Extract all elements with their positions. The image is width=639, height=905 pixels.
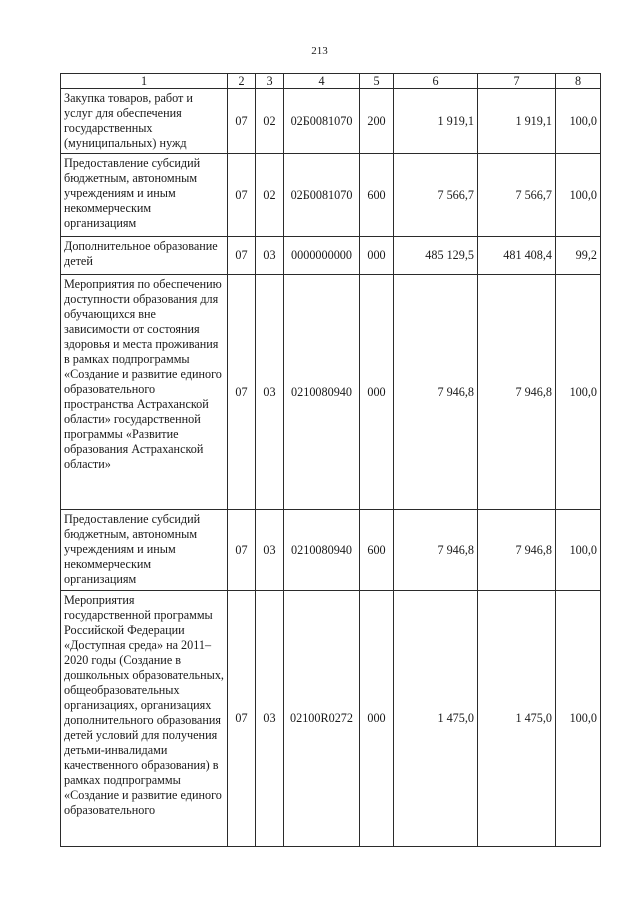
row-subsection: 02 [256,154,284,237]
page-number: 213 [311,45,328,57]
table-row [61,154,601,237]
row-expense-type: 000 [360,591,394,847]
column-header: 3 [256,74,284,89]
budget-table [60,73,601,847]
row-subsection: 03 [256,510,284,591]
row-plan-value: 1 919,1 [394,89,478,154]
row-section: 07 [228,89,256,154]
row-plan-value: 7 946,8 [394,510,478,591]
row-plan-value: 1 475,0 [394,591,478,847]
column-header: 8 [556,74,601,89]
row-target-article: 0210080940 [284,510,360,591]
row-section: 07 [228,275,256,510]
row-fact-value: 481 408,4 [478,237,556,275]
row-percent: 99,2 [556,237,601,275]
row-section: 07 [228,510,256,591]
column-header: 7 [478,74,556,89]
row-expense-type: 600 [360,510,394,591]
row-plan-value: 485 129,5 [394,237,478,275]
row-percent: 100,0 [556,510,601,591]
row-fact-value: 7 946,8 [478,275,556,510]
row-name: Предоставление субсидий бюджетным, автономным учреждениям и иным некоммерческим организациям [61,510,228,591]
row-name: Мероприятия государственной программы Российской Федерации «Доступная среда» на 2011–2020 годы (Создание в дошкольных образовательных, общеобразовательных организациях, организациях дополнительного образования детей условий для получения детьми-инвалидами качественного образования) в рамках подпрограммы «Создание и развитие единого образовательного [61,591,228,847]
table-row [61,89,601,154]
row-target-article: 0210080940 [284,275,360,510]
row-section: 07 [228,591,256,847]
row-name: Дополнительное образование детей [61,237,228,275]
row-fact-value: 7 946,8 [478,510,556,591]
row-percent: 100,0 [556,154,601,237]
column-header: 6 [394,74,478,89]
row-name: Предоставление субсидий бюджетным, автономным учреждениям и иным некоммерческим организациям [61,154,228,237]
table-row [61,510,601,591]
row-fact-value: 7 566,7 [478,154,556,237]
row-percent: 100,0 [556,591,601,847]
row-percent: 100,0 [556,89,601,154]
row-target-article: 0000000000 [284,237,360,275]
row-expense-type: 600 [360,154,394,237]
table-header-row [61,74,601,89]
row-target-article: 02Б0081070 [284,154,360,237]
table-row [61,275,601,510]
row-subsection: 02 [256,89,284,154]
row-subsection: 03 [256,237,284,275]
row-plan-value: 7 946,8 [394,275,478,510]
row-target-article: 02Б0081070 [284,89,360,154]
column-header: 2 [228,74,256,89]
table-row [61,591,601,847]
table-row [61,237,601,275]
row-expense-type: 000 [360,275,394,510]
row-name: Закупка товаров, работ и услуг для обеспечения государственных (муниципальных) нужд [61,89,228,154]
row-expense-type: 200 [360,89,394,154]
row-target-article: 02100R0272 [284,591,360,847]
column-header: 1 [61,74,228,89]
row-plan-value: 7 566,7 [394,154,478,237]
row-percent: 100,0 [556,275,601,510]
row-expense-type: 000 [360,237,394,275]
row-fact-value: 1 919,1 [478,89,556,154]
row-fact-value: 1 475,0 [478,591,556,847]
row-subsection: 03 [256,591,284,847]
row-section: 07 [228,154,256,237]
row-section: 07 [228,237,256,275]
row-subsection: 03 [256,275,284,510]
row-name: Мероприятия по обеспечению доступности образования для обучающихся вне зависимости от состояния здоровья и места проживания в рамках подпрограммы «Создание и развитие единого образовательного пространства Астраханской области» государственной программы «Развитие образования Астраханской области» [61,275,228,510]
column-header: 4 [284,74,360,89]
column-header: 5 [360,74,394,89]
